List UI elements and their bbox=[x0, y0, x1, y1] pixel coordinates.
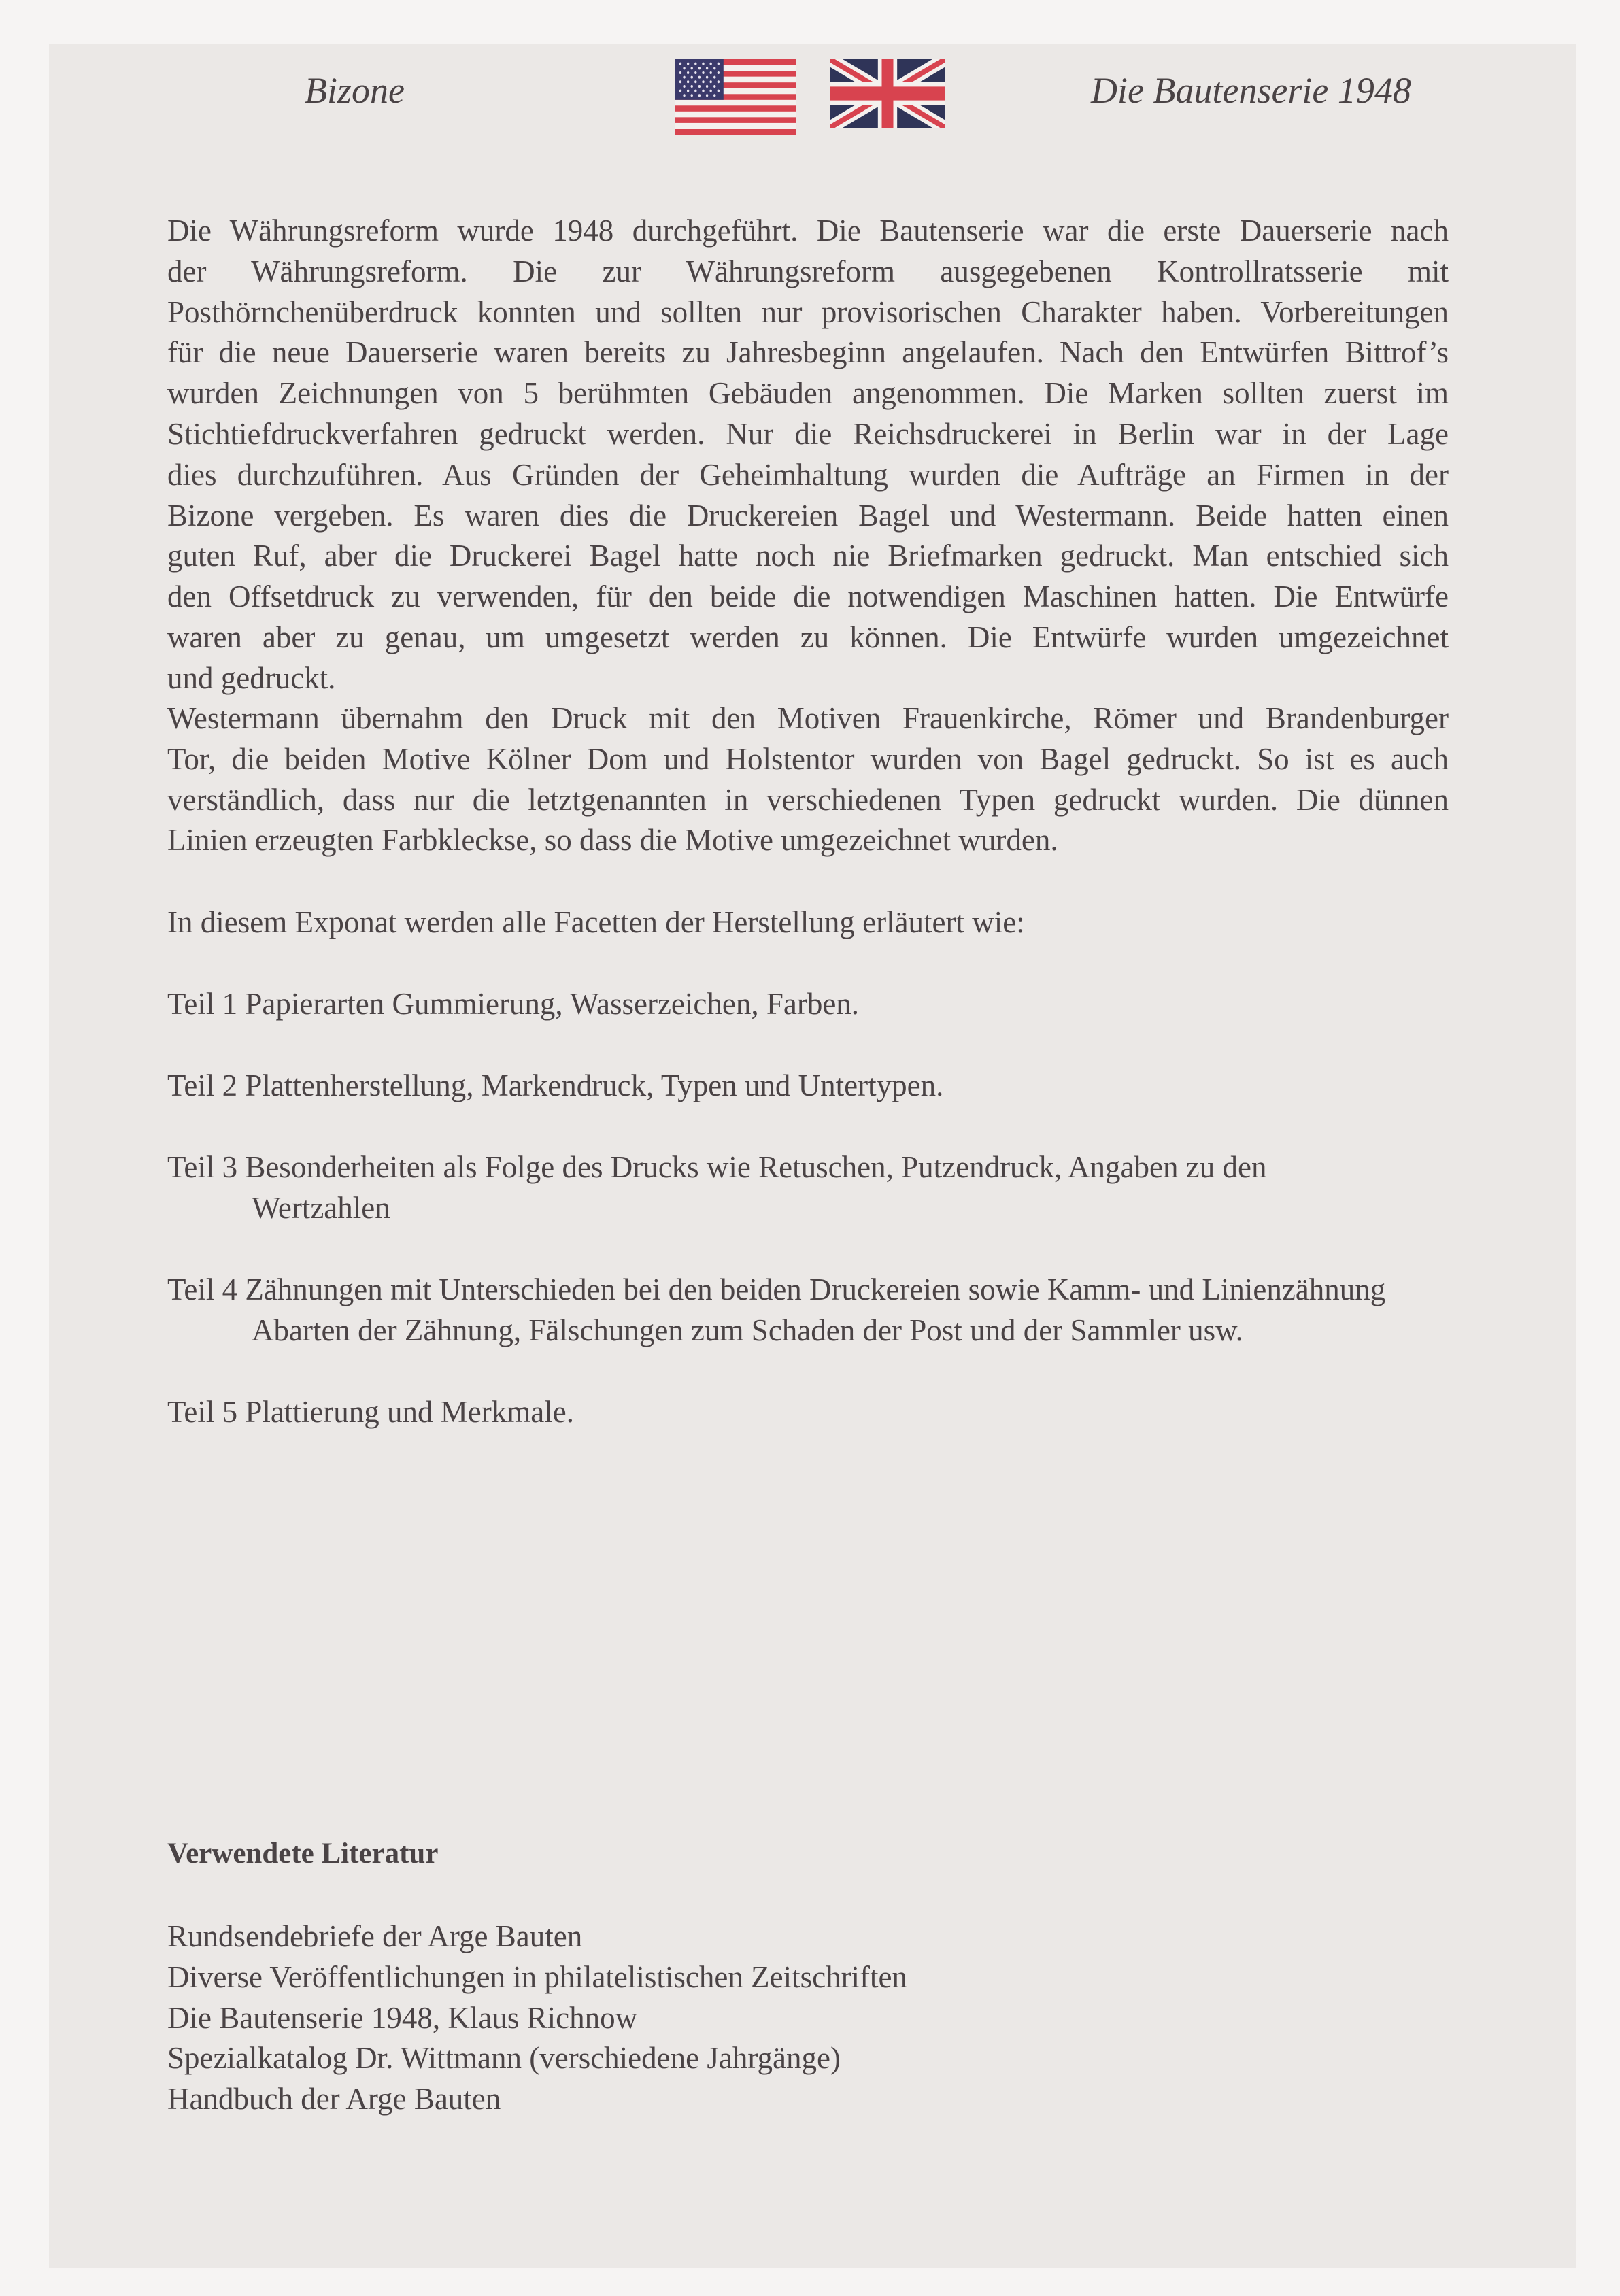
literature-item: Diverse Veröffentlichungen in philatelistischen Zeitschriften bbox=[167, 1959, 908, 1994]
text-line: waren aber zu genau, um umgesetzt werden zu können. Die Entwürfe wurden umgezeichnet bbox=[167, 620, 1449, 654]
header-left-title: Bizone bbox=[305, 70, 405, 111]
us-flag-icon bbox=[675, 59, 796, 135]
literature-item: Die Bautenserie 1948, Klaus Richnow bbox=[167, 2000, 638, 2035]
literature-list bbox=[167, 1917, 907, 2120]
part-continuation: Wertzahlen bbox=[252, 1190, 390, 1225]
part-4 bbox=[167, 1270, 1385, 1351]
part-5 bbox=[167, 1392, 574, 1433]
text-line: Linien erzeugten Farbkleckse, so dass die Motive umgezeichnet wurden. bbox=[167, 823, 1058, 858]
part-1 bbox=[167, 984, 859, 1025]
text-line: Die Währungsreform wurde 1948 durchgeführt. Die Bautenserie war die erste Dauerserie nach bbox=[167, 214, 1449, 248]
text-line: dies durchzuführen. Aus Gründen der Geheimhaltung wurden die Aufträge an Firmen in der bbox=[167, 457, 1449, 492]
text-line: guten Ruf, aber die Druckerei Bagel hatte noch nie Briefmarken gedruckt. Man entschied sich bbox=[167, 539, 1449, 573]
intro-paragraph bbox=[167, 211, 1449, 699]
part-label: Teil 3 Besonderheiten als Folge des Drucks wie Retuschen, Putzendruck, Angaben zu den bbox=[167, 1150, 1267, 1184]
text-line: der Währungsreform. Die zur Währungsreform ausgegebenen Kontrollratsserie mit bbox=[167, 254, 1449, 288]
header-right-title: Die Bautenserie 1948 bbox=[1091, 70, 1411, 111]
part-label: Teil 2 Plattenherstellung, Markendruck, Typen und Untertypen. bbox=[167, 1068, 944, 1102]
literature-item: Handbuch der Arge Bauten bbox=[167, 2082, 501, 2116]
text-line: Westermann übernahm den Druck mit den Motiven Frauenkirche, Römer und Brandenburger bbox=[167, 701, 1449, 735]
text-line: Stichtiefdruckverfahren gedruckt werden. Nur die Reichsdruckerei in Berlin war in der Lage bbox=[167, 416, 1449, 451]
part-label: Teil 4 Zähnungen mit Unterschieden bei den beiden Druckereien sowie Kamm- und Linienzähnung bbox=[167, 1272, 1386, 1306]
part-label: Teil 1 Papierarten Gummierung, Wasserzeichen, Farben. bbox=[167, 987, 860, 1021]
part-continuation: Abarten der Zähnung, Fälschungen zum Schaden der Post und der Sammler usw. bbox=[252, 1313, 1243, 1347]
exhibit-intro bbox=[167, 902, 1449, 943]
part-label: Teil 5 Plattierung und Merkmale. bbox=[167, 1395, 574, 1429]
literature-item: Spezialkatalog Dr. Wittmann (verschiedene Jahrgänge) bbox=[167, 2041, 841, 2076]
text-line: wurden Zeichnungen von 5 berühmten Gebäuden angenommen. Die Marken sollten zuerst im bbox=[167, 376, 1449, 411]
text-line: Tor, die beiden Motive Kölner Dom und Holstentor wurden von Bagel gedruckt. So ist es auch bbox=[167, 741, 1449, 776]
text-line: für die neue Dauerserie waren bereits zu Jahresbeginn angelaufen. Nach den Entwürfen Bittrof’s bbox=[167, 335, 1449, 370]
part-2 bbox=[167, 1066, 943, 1107]
text-line: und gedruckt. bbox=[167, 660, 336, 695]
text-line: Bizone vergeben. Es waren dies die Druckereien Bagel und Westermann. Beide hatten einen bbox=[167, 498, 1449, 533]
literature-heading: Verwendete Literatur bbox=[167, 1838, 439, 1870]
part-3 bbox=[167, 1147, 1266, 1229]
literature-item: Rundsendebriefe der Arge Bauten bbox=[167, 1919, 583, 1953]
text-line: In diesem Exponat werden alle Facetten der Herstellung erläutert wie: bbox=[167, 905, 1025, 939]
text-line: verständlich, dass nur die letztgenannten in verschiedenen Typen gedruckt wurden. Die dünnen bbox=[167, 782, 1449, 817]
text-line: den Offsetdruck zu verwenden, für den beide die notwendigen Maschinen hatten. Die Entwürfe bbox=[167, 579, 1449, 614]
uk-flag-icon bbox=[830, 59, 945, 128]
text-line: Posthörnchenüberdruck konnten und sollten nur provisorischen Charakter haben. Vorbereitungen bbox=[167, 294, 1449, 329]
printing-paragraph bbox=[167, 698, 1449, 861]
